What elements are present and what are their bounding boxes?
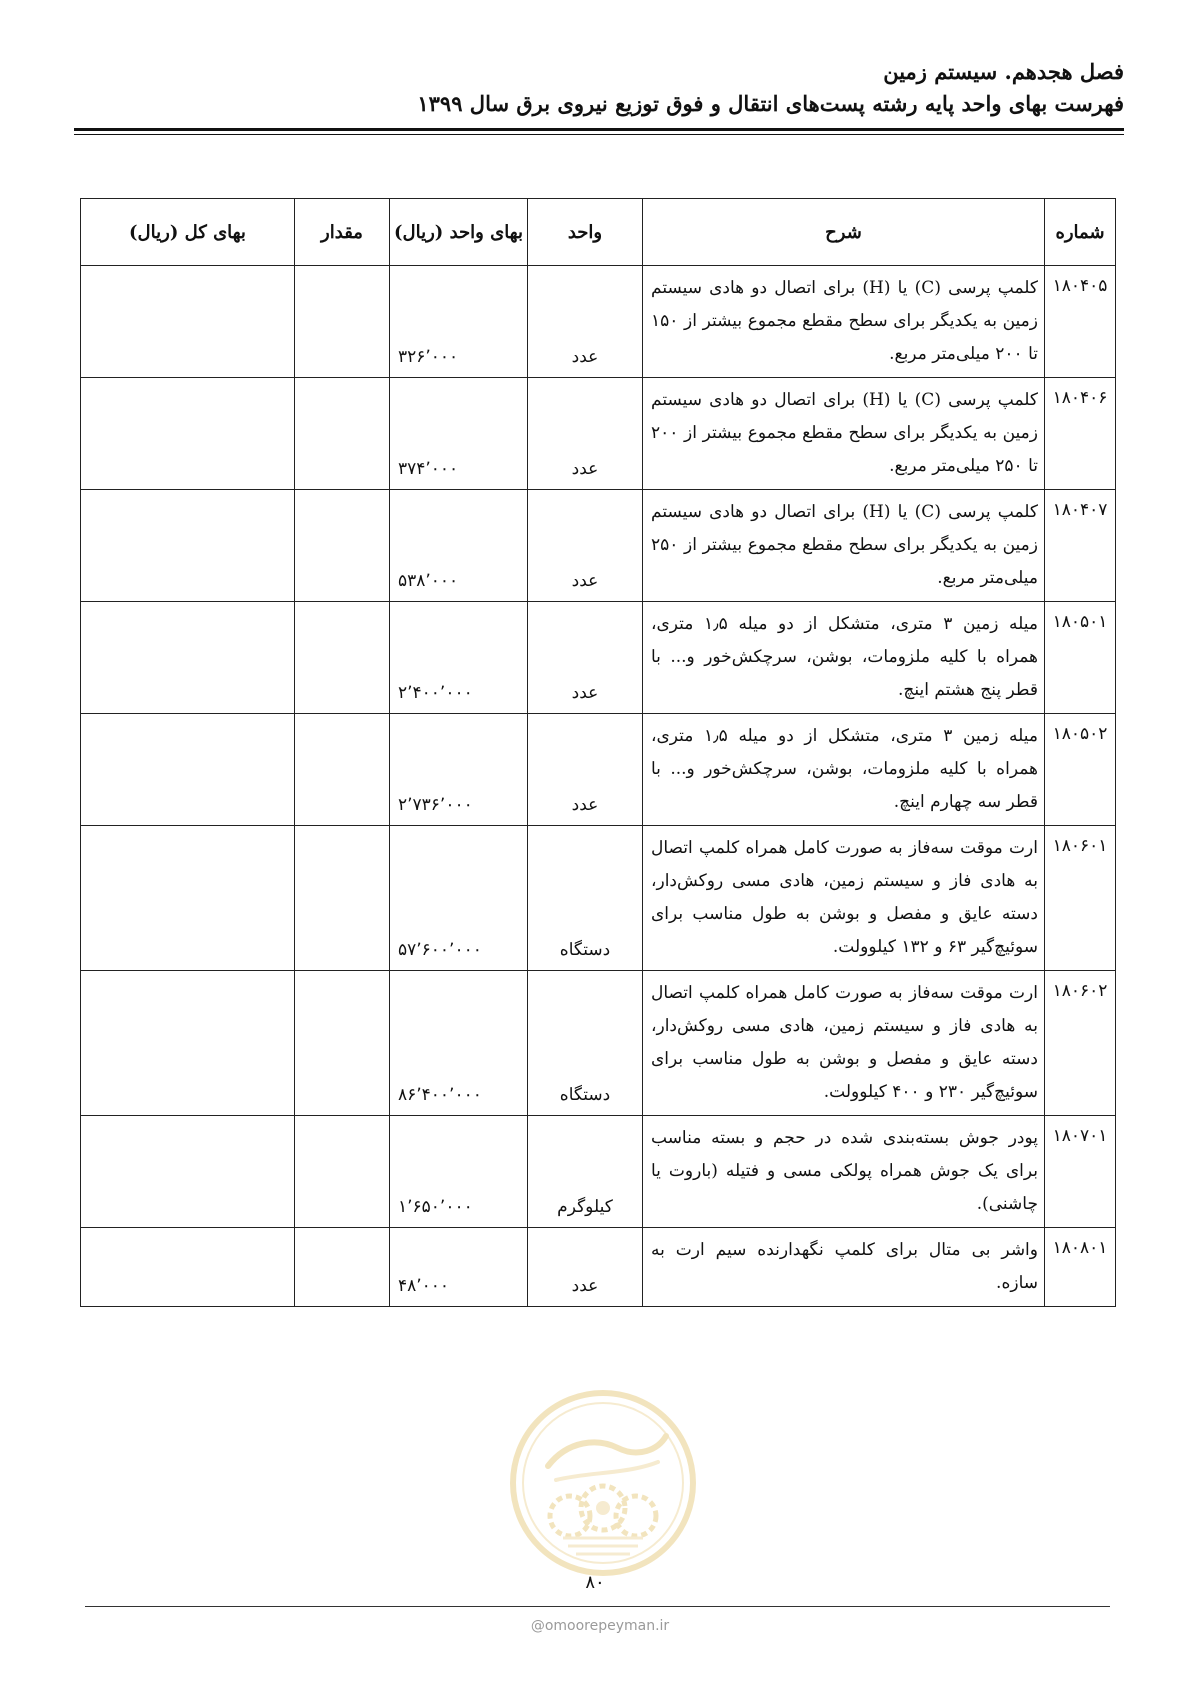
- item-number: ۱۸۰۵۰۱: [1045, 602, 1116, 714]
- table-row: [81, 266, 1116, 378]
- item-total: [81, 490, 295, 602]
- item-number: ۱۸۰۴۰۶: [1045, 378, 1116, 490]
- item-total: [81, 826, 295, 971]
- item-unit: عدد: [528, 378, 643, 490]
- item-quantity: [295, 1116, 390, 1228]
- page-number: ۸۰: [585, 1572, 605, 1593]
- page-header: [74, 56, 1124, 120]
- item-number: ۱۸۰۷۰۱: [1045, 1116, 1116, 1228]
- item-description: کلمپ پرسی (C) یا (H) برای اتصال دو هادی سیستم زمین به یکدیگر برای سطح مقطع مجموع بیشتر از ۲۰۰ تا ۲۵۰ میلی‌متر مربع.: [643, 378, 1045, 490]
- item-description: کلمپ پرسی (C) یا (H) برای اتصال دو هادی سیستم زمین به یکدیگر برای سطح مقطع مجموع بیشتر از ۱۵۰ تا ۲۰۰ میلی‌متر مربع.: [643, 266, 1045, 378]
- item-unit: عدد: [528, 266, 643, 378]
- header-unit: واحد: [528, 199, 643, 266]
- item-unit-price: ۵۷٬۶۰۰٬۰۰۰: [390, 826, 528, 971]
- item-number: ۱۸۰۶۰۱: [1045, 826, 1116, 971]
- item-description: واشر بی متال برای کلمپ نگهدارنده سیم ارت به سازه.: [643, 1228, 1045, 1307]
- item-unit: کیلوگرم: [528, 1116, 643, 1228]
- price-list-table: [80, 198, 1116, 1307]
- item-number: ۱۸۰۴۰۷: [1045, 490, 1116, 602]
- item-description: میله زمین ۳ متری، متشکل از دو میله ۱٫۵ متری، همراه با کلیه ملزومات، بوشن، سرچکش‌خور و... با قطر پنج هشتم اینچ.: [643, 602, 1045, 714]
- item-number: ۱۸۰۵۰۲: [1045, 714, 1116, 826]
- item-total: [81, 602, 295, 714]
- document-title: فهرست بهای واحد پایه رشته پست‌های انتقال و فوق توزیع نیروی برق سال ۱۳۹۹: [417, 91, 1124, 116]
- table-row: [81, 1228, 1116, 1307]
- item-description: ارت موقت سه‌فاز به صورت کامل همراه کلمپ اتصال به هادی فاز و سیستم زمین، هادی مسی روکش‌دار، دسته عایق و مفصل و بوشن به طول مناسب برای سوئیچ‌گیر ۲۳۰ و ۴۰۰ کیلوولت.: [643, 971, 1045, 1116]
- item-number: ۱۸۰۸۰۱: [1045, 1228, 1116, 1307]
- item-unit-price: ۲٬۷۳۶٬۰۰۰: [390, 714, 528, 826]
- table-row: [81, 714, 1116, 826]
- header-rule-thick: [74, 128, 1124, 131]
- item-quantity: [295, 490, 390, 602]
- item-unit-price: ۱٬۶۵۰٬۰۰۰: [390, 1116, 528, 1228]
- item-description: کلمپ پرسی (C) یا (H) برای اتصال دو هادی سیستم زمین به یکدیگر برای سطح مقطع مجموع بیشتر از ۲۵۰ میلی‌متر مربع.: [643, 490, 1045, 602]
- item-unit: دستگاه: [528, 971, 643, 1116]
- item-total: [81, 378, 295, 490]
- item-quantity: [295, 1228, 390, 1307]
- item-quantity: [295, 266, 390, 378]
- item-unit-price: ۳۷۴٬۰۰۰: [390, 378, 528, 490]
- table-row: [81, 602, 1116, 714]
- item-total: [81, 266, 295, 378]
- item-total: [81, 971, 295, 1116]
- item-quantity: [295, 714, 390, 826]
- item-number: ۱۸۰۴۰۵: [1045, 266, 1116, 378]
- omoorepeyman-seal-icon: [508, 1388, 698, 1578]
- item-total: [81, 1116, 295, 1228]
- header-unit-price: بهای واحد (ریال): [390, 199, 528, 266]
- site-url: @omoorepeyman.ir: [530, 1618, 670, 1634]
- item-unit-price: ۳۲۶٬۰۰۰: [390, 266, 528, 378]
- item-quantity: [295, 971, 390, 1116]
- header-number: شماره: [1045, 199, 1116, 266]
- item-total: [81, 1228, 295, 1307]
- item-total: [81, 714, 295, 826]
- item-unit: عدد: [528, 714, 643, 826]
- item-number: ۱۸۰۶۰۲: [1045, 971, 1116, 1116]
- item-unit: عدد: [528, 1228, 643, 1307]
- item-description: میله زمین ۳ متری، متشکل از دو میله ۱٫۵ متری، همراه با کلیه ملزومات، بوشن، سرچکش‌خور و... با قطر سه چهارم اینچ.: [643, 714, 1045, 826]
- item-quantity: [295, 602, 390, 714]
- table-header-row: [81, 199, 1116, 266]
- item-unit-price: ۵۳۸٬۰۰۰: [390, 490, 528, 602]
- item-unit-price: ۸۶٬۴۰۰٬۰۰۰: [390, 971, 528, 1116]
- item-description: ارت موقت سه‌فاز به صورت کامل همراه کلمپ اتصال به هادی فاز و سیستم زمین، هادی مسی روکش‌دار، دسته عایق و مفصل و بوشن به طول مناسب برای سوئیچ‌گیر ۶۳ و ۱۳۲ کیلوولت.: [643, 826, 1045, 971]
- header-description: شرح: [643, 199, 1045, 266]
- table-row: [81, 378, 1116, 490]
- header-rule-thin: [74, 134, 1124, 135]
- item-unit-price: ۴۸٬۰۰۰: [390, 1228, 528, 1307]
- item-quantity: [295, 826, 390, 971]
- item-unit: عدد: [528, 490, 643, 602]
- table-row: [81, 490, 1116, 602]
- watermark-seal: [508, 1388, 698, 1578]
- item-quantity: [295, 378, 390, 490]
- table-row: [81, 826, 1116, 971]
- item-description: پودر جوش بسته‌بندی شده در حجم و بسته مناسب برای یک جوش همراه پولکی مسی و فتیله (باروت یا چاشنی).: [643, 1116, 1045, 1228]
- header-total-price: بهای کل (ریال): [81, 199, 295, 266]
- table-row: [81, 971, 1116, 1116]
- footer-rule: [85, 1606, 1110, 1607]
- chapter-title: فصل هجدهم. سیستم زمین: [883, 59, 1124, 84]
- table-row: [81, 1116, 1116, 1228]
- item-unit-price: ۲٬۴۰۰٬۰۰۰: [390, 602, 528, 714]
- header-quantity: مقدار: [295, 199, 390, 266]
- item-unit: دستگاه: [528, 826, 643, 971]
- item-unit: عدد: [528, 602, 643, 714]
